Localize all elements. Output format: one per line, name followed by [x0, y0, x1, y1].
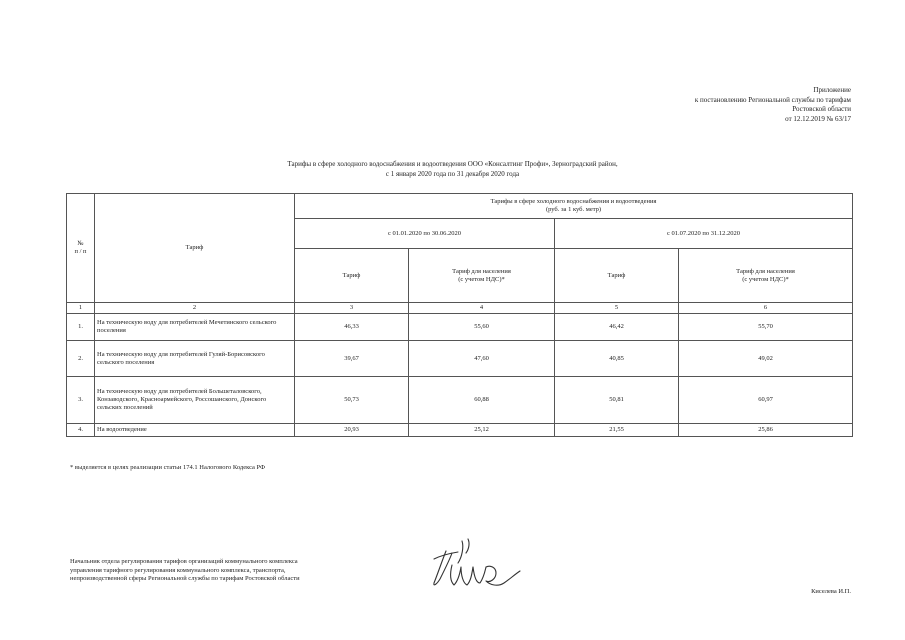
appendix-line: Ростовской области: [792, 105, 851, 113]
column-number: 2: [95, 303, 295, 314]
appendix-line: к постановлению Региональной службы по тарифам: [694, 95, 851, 104]
tariff-table: [66, 193, 853, 437]
handwritten-signature: [428, 537, 528, 597]
row-name: На техническую воду для потребителей Гуляй-Борисовского сельского поселения: [95, 341, 295, 377]
row-value: 25,86: [679, 424, 853, 437]
row-value: 21,55: [555, 424, 679, 437]
row-value: 39,67: [295, 341, 409, 377]
header-tariff: Тариф: [95, 194, 295, 303]
row-value: 55,60: [409, 314, 555, 341]
row-number: 3.: [67, 377, 95, 424]
header-col-tariff: Тариф: [295, 249, 409, 303]
row-value: 40,85: [555, 341, 679, 377]
column-number: 6: [679, 303, 853, 314]
title-line-2: с 1 января 2020 года по 31 декабря 2020 года: [385, 169, 520, 178]
header-number: № п / п: [67, 194, 95, 303]
title-line-1: Тарифы в сфере холодного водоснабжения и водоотведения ООО «Консалтинг Профи», Зерноградский район,: [287, 160, 618, 168]
row-value: 50,81: [555, 377, 679, 424]
row-value: 60,97: [679, 377, 853, 424]
row-value: 55,70: [679, 314, 853, 341]
row-value: 20,93: [295, 424, 409, 437]
row-value: 49,02: [679, 341, 853, 377]
row-number: 4.: [67, 424, 95, 437]
appendix-line: от 12.12.2019 № 63/17: [785, 114, 851, 123]
signer-name: Киселева И.П.: [811, 588, 851, 595]
table-row: [67, 424, 853, 437]
row-number: 1.: [67, 314, 95, 341]
row-value: 46,42: [555, 314, 679, 341]
footnote: * выделяется в целях реализации статьи 174.1 Налогового Кодекса РФ: [70, 464, 266, 471]
row-number: 2.: [67, 341, 95, 377]
signer-position: Начальник отдела регулирования тарифов организаций коммунального комплекса управления тарифного регулирования коммунального комплекса, транспорта, непроизводственной сферы Региональной службы по тарифам Ростовской области: [70, 558, 300, 582]
row-value: 60,88: [409, 377, 555, 424]
header-group: Тарифы в сфере холодного водоснабжения и водоотведения (руб. за 1 куб. метр): [295, 194, 853, 219]
column-number: 3: [295, 303, 409, 314]
row-value: 25,12: [409, 424, 555, 437]
row-value: 50,73: [295, 377, 409, 424]
header-col-population: Тариф для населения (с учетом НДС)*: [679, 249, 853, 303]
column-number: 1: [67, 303, 95, 314]
table-row: [67, 341, 853, 377]
column-number: 5: [555, 303, 679, 314]
appendix-line: Приложение: [813, 86, 851, 94]
row-name: На техническую воду для потребителей Мечетинского сельского поселения: [95, 314, 295, 341]
header-period-2: с 01.07.2020 по 31.12.2020: [555, 219, 853, 249]
header-col-population: Тариф для населения (с учетом НДС)*: [409, 249, 555, 303]
row-value: 47,60: [409, 341, 555, 377]
header-period-1: с 01.01.2020 по 30.06.2020: [295, 219, 555, 249]
document-title: [0, 160, 905, 179]
table-row: [67, 377, 853, 424]
table-row: [67, 314, 853, 341]
column-number: 4: [409, 303, 555, 314]
row-name: На водоотведение: [95, 424, 295, 437]
appendix-note: [695, 86, 851, 124]
row-value: 46,33: [295, 314, 409, 341]
row-name: На техническую воду для потребителей Большеталовского, Конзаводского, Красноармейского, Россошанского, Донского сельских поселений: [95, 377, 295, 424]
header-col-tariff: Тариф: [555, 249, 679, 303]
